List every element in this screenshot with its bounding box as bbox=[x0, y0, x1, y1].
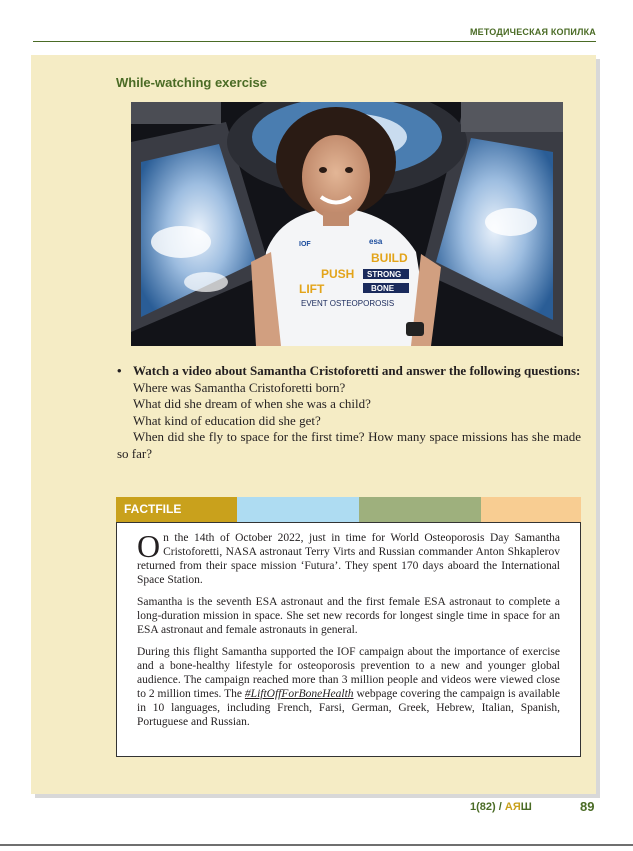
questions-block bbox=[117, 363, 581, 462]
journal-logo bbox=[505, 801, 532, 813]
factfile-color-peach bbox=[481, 497, 581, 522]
factfile-header-bar bbox=[116, 497, 581, 522]
shirt-text-lift: LIFT bbox=[299, 282, 325, 296]
shirt-logo-iof: IOF bbox=[299, 241, 311, 248]
factfile-title: FACTFILE bbox=[116, 497, 237, 522]
factfile-p3-after: webpage covering the campaign is available in 10 languages, including French, Farsi, German, Greek, Hebrew, Italian, Spanish, Portuguese and Russian. bbox=[137, 688, 560, 728]
shirt-text-bone: BONE bbox=[371, 284, 395, 293]
astronaut-photo-illustration bbox=[131, 102, 563, 346]
factfile-paragraph-3 bbox=[137, 645, 560, 729]
question-item: What kind of education did she get? bbox=[133, 412, 321, 428]
page-number: 89 bbox=[580, 799, 595, 814]
question-item: When did she fly to space for the first time? How many space missions has she made so far? bbox=[117, 429, 581, 461]
astronaut-photo bbox=[131, 102, 563, 346]
lead-text: Watch a video about Samantha Cristoforetti and answer the following questions: bbox=[133, 363, 581, 378]
factfile-p1-text: n the 14th of October 2022, just in time for World Osteoporosis Day Samantha Cristoforetti, NASA astronaut Terry Virts and Russian commander Anton Shkaplerov returned from their space mission ‘Futura’. They spent 170 days aboard the International Space Station. bbox=[137, 532, 560, 586]
factfile-paragraph-2: Samantha is the seventh ESA astronaut and the first female ESA astronaut to complete a long-duration mission in space. She set new records for longest single time in space for an ESA astronaut and female astronauts in general. bbox=[137, 596, 560, 636]
shirt-text-build: BUILD bbox=[371, 251, 408, 265]
bullet-marker: • bbox=[117, 363, 122, 378]
factfile-p3-before: During this flight Samantha supported the IOF campaign about the importance of exercise and a bone-healthy lifestyle for osteoporosis prevention to a new and younger global audience. The campaign reached more than 3 million people and videos were viewed close to 2 million times. The bbox=[137, 646, 560, 700]
shirt-logo-esa: esa bbox=[369, 237, 383, 246]
shirt-text-event: EVENT OSTEOPOROSIS bbox=[301, 299, 395, 308]
question-item: Where was Samantha Cristoforetti born? bbox=[133, 379, 346, 395]
shirt-text-push: PUSH bbox=[321, 267, 355, 281]
section-label: МЕТОДИЧЕСКАЯ КОПИЛКА bbox=[469, 27, 596, 37]
factfile-box bbox=[116, 522, 581, 757]
drop-cap: O bbox=[137, 528, 161, 564]
logo-letter-sh: Ш bbox=[520, 801, 532, 813]
issue-number: 1(82) / bbox=[470, 801, 502, 813]
shirt-text-strong: STRONG bbox=[367, 270, 402, 279]
question-item: What did she dream of when she was a child? bbox=[133, 396, 371, 411]
questions-lead bbox=[117, 363, 581, 380]
footer-issue bbox=[470, 801, 532, 813]
content-panel bbox=[31, 55, 596, 794]
header-rule bbox=[33, 41, 596, 42]
factfile-color-blue bbox=[237, 497, 359, 522]
logo-letter-ya: Я bbox=[512, 801, 521, 813]
factfile-paragraph-1 bbox=[137, 528, 560, 587]
factfile-color-green bbox=[359, 497, 481, 522]
hashtag-link[interactable]: #LiftOffForBoneHealth bbox=[244, 688, 354, 700]
logo-letter-a: А bbox=[504, 801, 513, 813]
exercise-title: While-watching exercise bbox=[116, 75, 267, 90]
bottom-rule bbox=[0, 844, 633, 846]
